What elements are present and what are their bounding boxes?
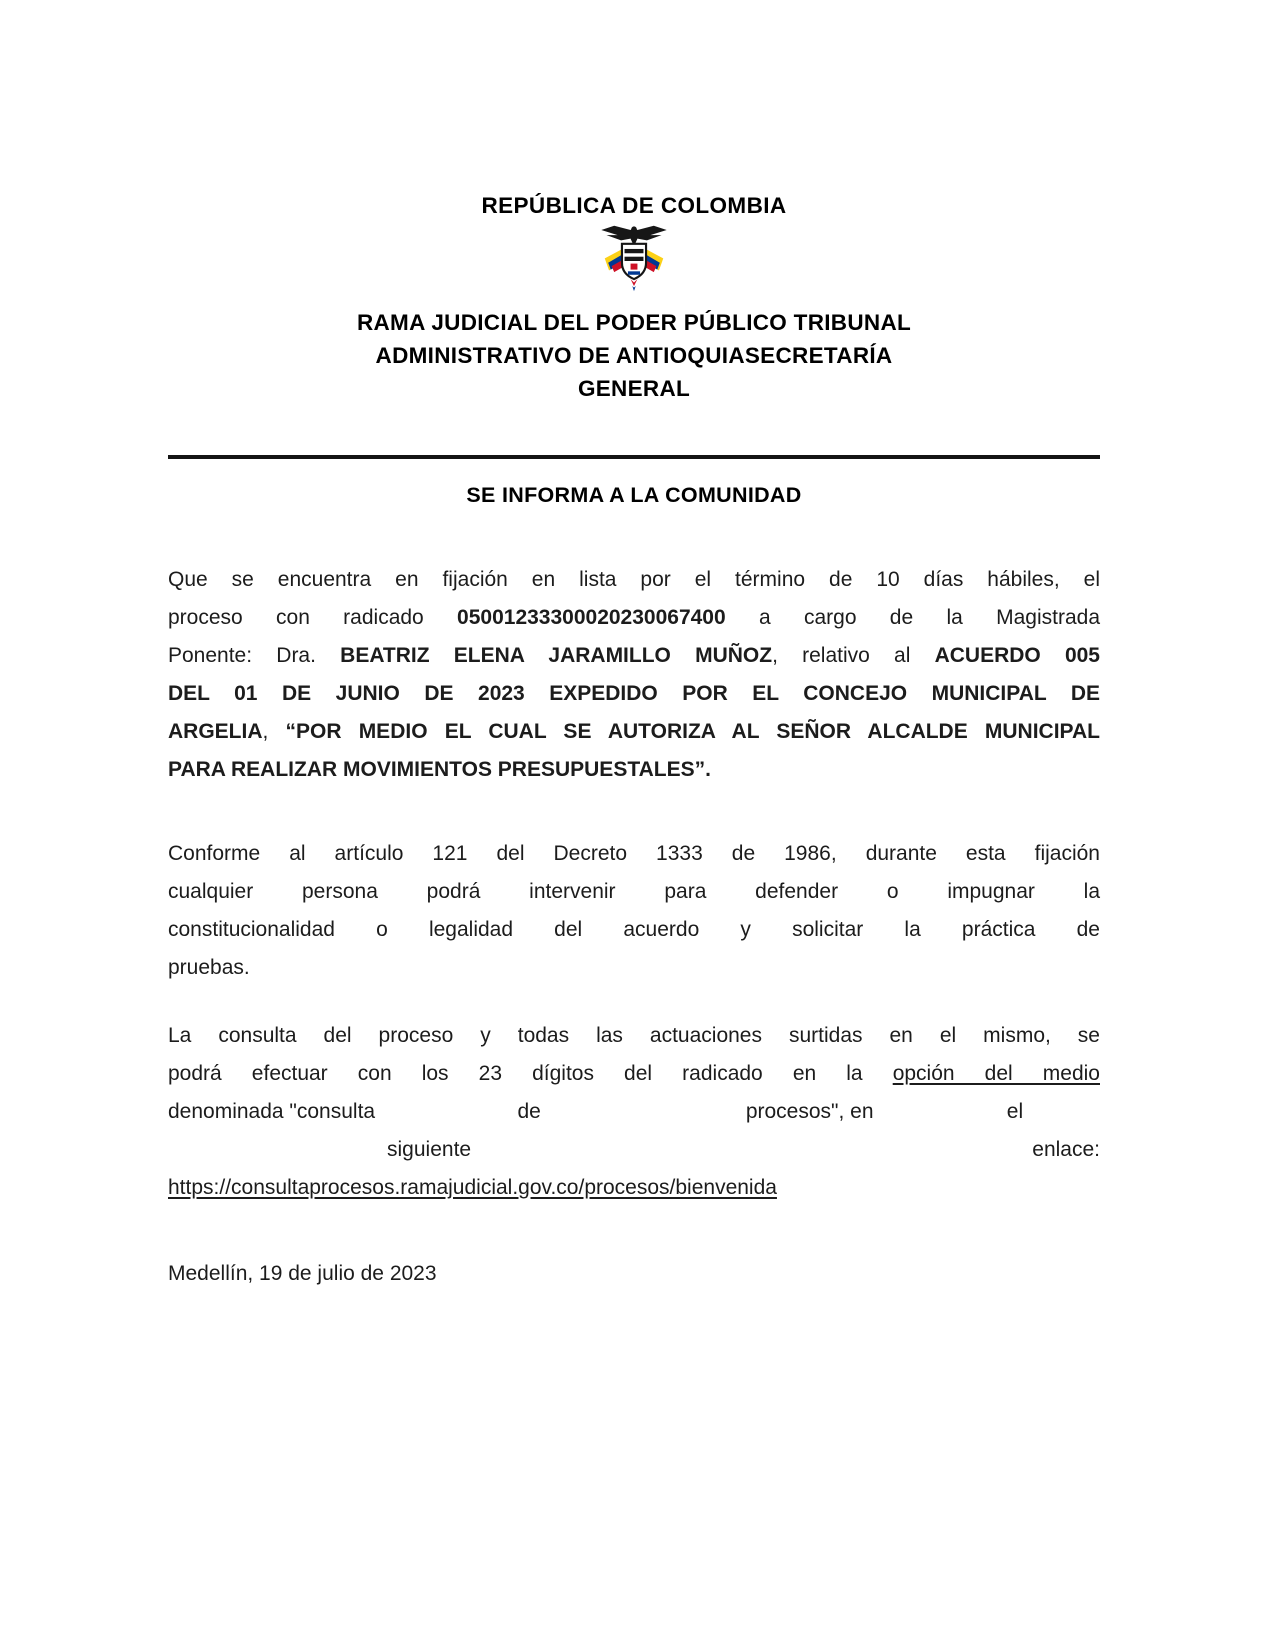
text-line	[168, 751, 1100, 789]
text-line	[168, 637, 1100, 675]
text-line	[168, 835, 1100, 873]
shield-center-red	[631, 264, 638, 270]
shield-band-top	[625, 249, 644, 253]
text-segment: cualquier persona podrá intervenir para defender o impugnar la	[168, 880, 1100, 903]
text-line	[168, 599, 1100, 637]
spread-word: el	[1006, 1100, 1024, 1123]
text-line	[168, 1055, 1100, 1093]
spread-word: siguiente	[387, 1138, 472, 1161]
text-line	[168, 675, 1100, 713]
text-segment: La consulta del proceso y todas las actuaciones surtidas en el mismo, se	[168, 1024, 1100, 1047]
paragraph-fijacion	[168, 561, 1100, 789]
text-line	[168, 911, 1100, 949]
shield-base-blue	[628, 271, 640, 274]
shield-band-mid	[625, 257, 644, 261]
text-segment: pruebas.	[168, 956, 250, 979]
coat-of-arms-svg	[595, 224, 673, 298]
text-line-spread	[168, 1093, 1100, 1131]
text-segment: 05001233300020230067400	[457, 606, 726, 629]
document-content	[168, 193, 1100, 1289]
condor-head	[631, 226, 637, 232]
spread-word: denominada "consulta	[168, 1100, 376, 1123]
text-line-spread	[168, 1131, 1100, 1169]
text-segment: ARGELIA	[168, 720, 263, 743]
spread-word: enlace:	[1032, 1138, 1100, 1161]
header-divider-rule	[168, 455, 1100, 459]
spread-word: de	[517, 1100, 541, 1123]
text-segment: proceso con radicado	[168, 606, 458, 629]
organization-name	[168, 306, 1100, 405]
text-line	[168, 713, 1100, 751]
org-name-line-3: GENERAL	[577, 376, 691, 401]
text-segment: Ponente: Dra.	[168, 644, 341, 667]
text-segment: ,	[262, 720, 286, 743]
text-segment: Conforme al artículo 121 del Decreto 1333 de 1986, durante esta fijación	[168, 842, 1100, 865]
text-segment: PARA REALIZAR MOVIMIENTOS PRESUPUESTALES”.	[168, 758, 711, 781]
text-segment: ACUERDO 005	[934, 644, 1100, 667]
republic-title: REPÚBLICA DE COLOMBIA	[481, 193, 787, 218]
process-consultation-link[interactable]: https://consultaprocesos.ramajudicial.gov.co/procesos/bienvenida	[168, 1176, 777, 1199]
text-segment: Que se encuentra en fijación en lista por el término de 10 días hábiles, el	[168, 568, 1100, 591]
text-segment: , relativo al	[772, 644, 935, 667]
text-segment: opción del medio	[892, 1062, 1100, 1085]
text-segment: BEATRIZ ELENA JARAMILLO MUÑOZ	[340, 644, 773, 667]
notice-title: SE INFORMA A LA COMUNIDAD	[466, 483, 802, 507]
text-segment: constitucionalidad o legalidad del acuerdo y solicitar la práctica de	[168, 918, 1100, 941]
paragraph-decreto	[168, 835, 1100, 987]
text-segment: “POR MEDIO EL CUAL SE AUTORIZA AL SEÑOR ALCALDE MUNICIPAL	[285, 720, 1100, 743]
text-line	[168, 561, 1100, 599]
dateline: Medellín, 19 de julio de 2023	[168, 1262, 437, 1285]
text-line	[168, 949, 1100, 987]
paragraph-consulta	[168, 1017, 1100, 1207]
text-line	[168, 1017, 1100, 1055]
org-name-line-2: ADMINISTRATIVO DE ANTIOQUIASECRETARÍA	[375, 343, 893, 368]
org-name-line-1: RAMA JUDICIAL DEL PODER PÚBLICO TRIBUNAL	[356, 310, 912, 335]
text-segment: podrá efectuar con los 23 dígitos del radicado en la	[168, 1062, 893, 1085]
process-consultation-link-line	[168, 1169, 1100, 1207]
text-line	[168, 873, 1100, 911]
ribbon-blue	[632, 286, 635, 291]
text-segment: a cargo de la Magistrada	[725, 606, 1100, 629]
colombia-coat-of-arms-icon	[168, 224, 1100, 298]
spread-word: procesos", en	[745, 1100, 874, 1123]
text-segment: DEL 01 DE JUNIO DE 2023 EXPEDIDO POR EL CONCEJO MUNICIPAL DE	[168, 682, 1100, 705]
